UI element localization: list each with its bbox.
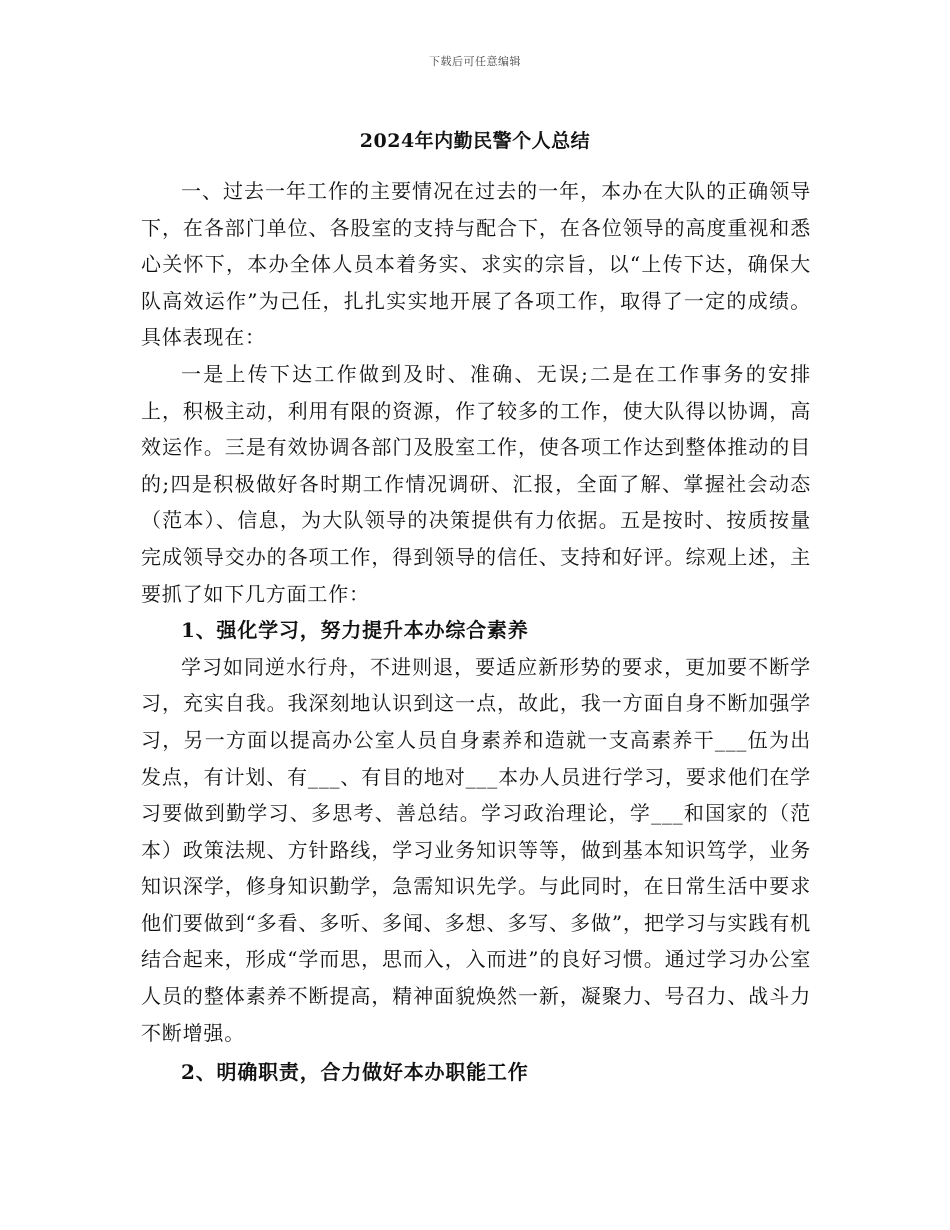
paragraph-study: 学习如同逆水行舟，不进则退，要适应新形势的要求，更加要不断学习，充实自我。我深刻地认识到这一点，故此，我一方面自身不断加强学习，另一方面以提高办公室人员自身素养和造就一支高素养干___伍为出发点，有计划、有___、有目的地对___本办人员进行学习，要求他们在学习要做到勤学习、多思考、善总结。学习政治理论，学___和国家的（范本）政策法规、方针路线，学习业务知识等等，做到基本知识笃学，业务知识深学，修身知识勤学，急需知识先学。与此同时，在日常生活中要求他们要做到“多看、多听、多闻、多想、多写、多做”，把学习与实践有机结合起来，形成“学而思，思而入，入而进”的良好习惯。通过学习办公室人员的整体素养不断提高，精神面貌焕然一新，凝聚力、号召力、战斗力不断增强。 (141, 654, 811, 1045)
section-heading-1: 1、强化学习，努力提升本办综合素养 (181, 618, 529, 643)
paragraph-achievements: 一是上传下达工作做到及时、准确、无误;二是在工作事务的安排上，积极主动，利用有限的资源，作了较多的工作，使大队得以协调，高效运作。三是有效协调各部门及股室工作，使各项工作达到整体推动的目的;四是积极做好各时期工作情况调研、汇报，全面了解、掌握社会动态（范本）、信息，为大队领导的决策提供有力依据。五是按时、按质按量完成领导交办的各项工作，得到领导的信任、支持和好评。综观上述，主要抓了如下几方面工作： (141, 361, 811, 606)
page-header-note: 下载后可任意编辑 (429, 55, 521, 68)
paragraph-intro: 一、过去一年工作的主要情况在过去的一年，本办在大队的正确领导下，在各部门单位、各股室的支持与配合下，在各位领导的高度重视和悉心关怀下，本办全体人员本着务实、求实的宗旨，以“上传下达，确保大队高效运作”为己任，扎扎实实地开展了各项工作，取得了一定的成绩。具体表现在： (141, 179, 811, 350)
document-title: 2024年内勤民警个人总结 (359, 130, 591, 152)
section-heading-2: 2、明确职责，合力做好本办职能工作 (181, 1060, 529, 1085)
document-body (141, 173, 811, 1091)
